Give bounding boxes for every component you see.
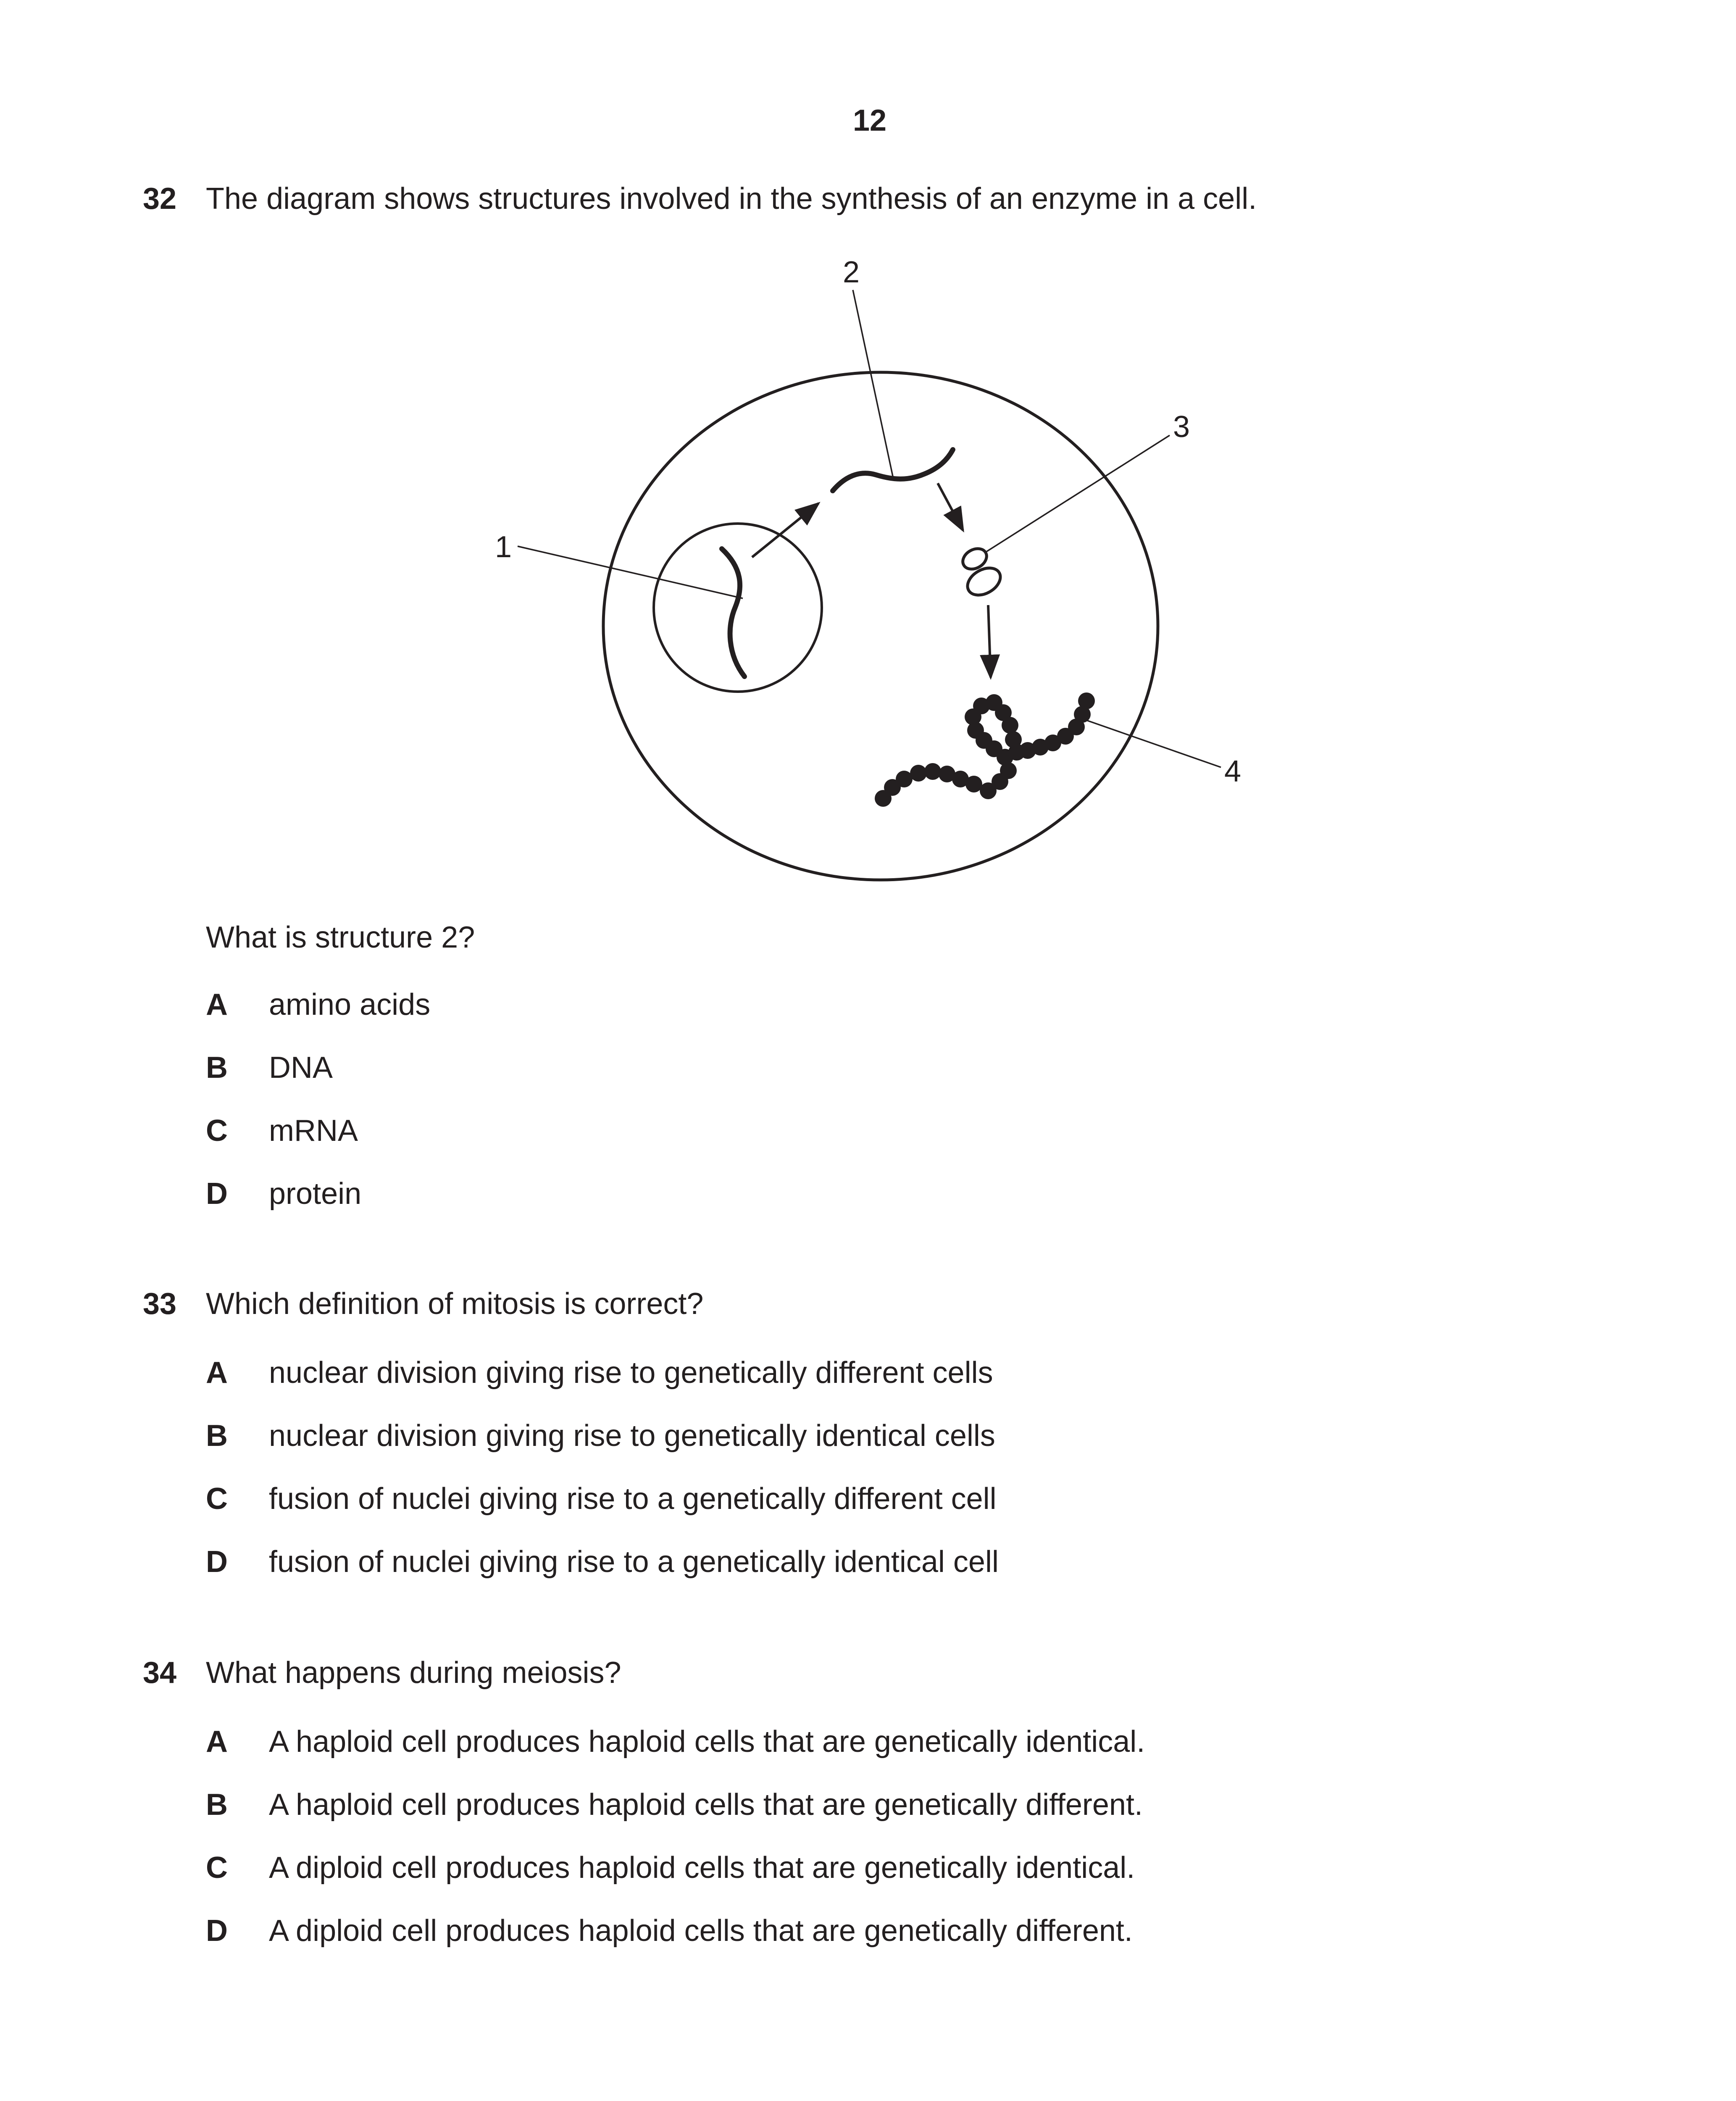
leader-line-4 bbox=[1084, 719, 1221, 767]
q34-option-d-letter: D bbox=[206, 1914, 228, 1948]
q34-option-d-text: A diploid cell produces haploid cells that are genetically different. bbox=[269, 1914, 1133, 1948]
diagram-label-3: 3 bbox=[1173, 410, 1190, 444]
leader-line-2 bbox=[853, 290, 893, 478]
leader-line-1 bbox=[518, 546, 743, 598]
q33-option-d-text: fusion of nuclei giving rise to a genetically identical cell bbox=[269, 1545, 999, 1579]
q34-option-c-letter: C bbox=[206, 1851, 228, 1885]
page-number: 12 bbox=[852, 104, 887, 137]
question-stem-32: The diagram shows structures involved in the synthesis of an enzyme in a cell. bbox=[206, 182, 1257, 216]
q33-option-d-letter: D bbox=[206, 1545, 228, 1579]
q32-option-d-letter: D bbox=[206, 1177, 228, 1211]
arrow-ribosome-to-protein bbox=[988, 605, 991, 677]
q33-option-a-letter: A bbox=[206, 1356, 228, 1390]
q32-option-b-text: DNA bbox=[269, 1051, 333, 1085]
question-stem-34: What happens during meiosis? bbox=[206, 1656, 621, 1690]
q33-option-b-letter: B bbox=[206, 1419, 228, 1453]
q32-option-a-letter: A bbox=[206, 988, 228, 1022]
question-number-32: 32 bbox=[143, 182, 177, 216]
q33-option-c-text: fusion of nuclei giving rise to a genetically different cell bbox=[269, 1482, 997, 1516]
question-stem-33: Which definition of mitosis is correct? bbox=[206, 1287, 704, 1321]
diagram-label-2: 2 bbox=[842, 255, 860, 289]
question-prompt-32: What is structure 2? bbox=[206, 921, 475, 954]
question-number-33: 33 bbox=[143, 1287, 177, 1321]
arrow-nucleus-to-cytoplasm bbox=[752, 503, 818, 557]
q34-option-b-text: A haploid cell produces haploid cells that are genetically different. bbox=[269, 1788, 1143, 1822]
diagram-label-1: 1 bbox=[494, 530, 512, 564]
q32-option-c-letter: C bbox=[206, 1114, 228, 1148]
q34-option-a-letter: A bbox=[206, 1725, 228, 1759]
question-number-34: 34 bbox=[143, 1656, 177, 1690]
q32-option-b-letter: B bbox=[206, 1051, 228, 1085]
q34-option-c-text: A diploid cell produces haploid cells that are genetically identical. bbox=[269, 1851, 1135, 1885]
q34-option-a-text: A haploid cell produces haploid cells that are genetically identical. bbox=[269, 1725, 1145, 1759]
leader-line-3 bbox=[986, 435, 1170, 552]
structure-4-protein-chain bbox=[875, 692, 1095, 807]
q32-option-a-text: amino acids bbox=[269, 988, 431, 1022]
q32-option-d-text: protein bbox=[269, 1177, 362, 1211]
q33-option-c-letter: C bbox=[206, 1482, 228, 1516]
arrow-strand-to-ribosome bbox=[938, 483, 963, 530]
q33-option-b-text: nuclear division giving rise to genetically identical cells bbox=[269, 1419, 995, 1453]
structure-1-strand bbox=[722, 549, 744, 677]
enzyme-synthesis-diagram bbox=[0, 0, 1736, 924]
structure-2-strand bbox=[833, 450, 953, 491]
diagram-label-4: 4 bbox=[1224, 755, 1242, 788]
q32-option-c-text: mRNA bbox=[269, 1114, 358, 1148]
q33-option-a-text: nuclear division giving rise to genetically different cells bbox=[269, 1356, 993, 1390]
q34-option-b-letter: B bbox=[206, 1788, 228, 1822]
